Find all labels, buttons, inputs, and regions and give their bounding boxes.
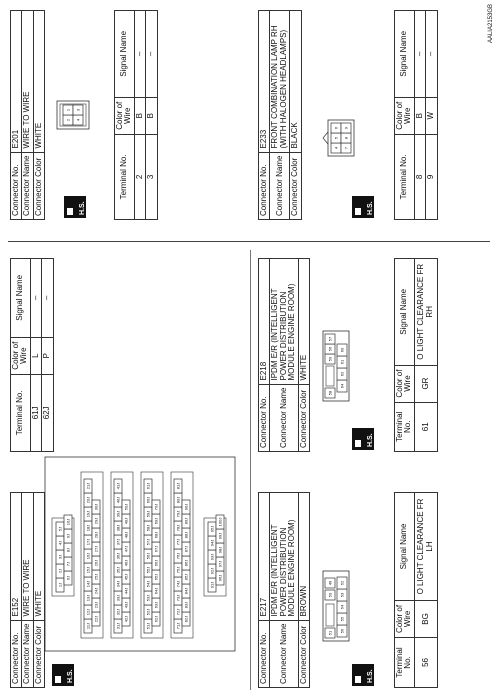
- connector-pin: [144, 605, 152, 619]
- svg-text:39J: 39J: [115, 510, 121, 518]
- connector-pin: [152, 556, 160, 570]
- svg-text:43J: 43J: [123, 601, 129, 609]
- svg-text:20J: 20J: [85, 496, 91, 504]
- svg-text:59: 59: [327, 356, 333, 362]
- svg-text:98J: 98J: [217, 546, 223, 554]
- svg-text:96J: 96J: [217, 574, 223, 582]
- svg-text:25J: 25J: [93, 573, 99, 581]
- connector-pin: [337, 368, 347, 380]
- connector-pin: [182, 598, 190, 612]
- connector-pin: [337, 613, 347, 625]
- connector-pin: [152, 570, 160, 584]
- svg-text:48J: 48J: [123, 531, 129, 539]
- svg-text:40J: 40J: [115, 496, 121, 504]
- connector-e152-pinout: [44, 456, 236, 652]
- connector-pin: [56, 522, 64, 536]
- connector-e201-header: Connector No. E201 Connector Name WIRE TO WIRE Connector Color WHITE: [10, 10, 45, 220]
- connector-pin: [182, 514, 190, 528]
- svg-text:19J: 19J: [85, 510, 91, 518]
- color-of-wire-header: Color of Wire: [11, 337, 31, 374]
- svg-text:42J: 42J: [123, 615, 129, 623]
- hs-icon: [352, 428, 374, 450]
- connector-e233-terminal-table: Terminal No. Color of Wire Signal Name 8 B – 9 W –: [394, 10, 438, 220]
- connector-pin: [114, 493, 122, 507]
- table-row: 8 B –: [414, 11, 425, 220]
- svg-text:26J: 26J: [93, 559, 99, 567]
- connector-pin: [174, 591, 182, 605]
- connector-pin: [331, 143, 341, 153]
- svg-text:2J: 2J: [57, 568, 63, 574]
- svg-text:H.S.: H.S.: [367, 201, 374, 215]
- svg-text:37J: 37J: [115, 538, 121, 546]
- connector-pin: [114, 619, 122, 633]
- connector-e217-header: Connector No. E217 Connector Name IPDM E/R (INTELLIGENT POWER DISTRIBUTION MODULE ENGINE ROOM) Connector Color BROWN: [258, 492, 310, 688]
- svg-text:86J: 86J: [183, 559, 189, 567]
- connector-pin: [325, 590, 335, 600]
- connector-pin: [92, 598, 100, 612]
- connector-pin: [92, 514, 100, 528]
- connector-outline: [45, 457, 235, 651]
- svg-text:72J: 72J: [175, 608, 181, 616]
- svg-text:H.S.: H.S.: [367, 669, 374, 683]
- svg-text:90J: 90J: [183, 503, 189, 511]
- connector-pin: [144, 549, 152, 563]
- connector-pin: [208, 550, 216, 564]
- svg-text:6J: 6J: [65, 575, 71, 581]
- svg-text:4: 4: [75, 118, 81, 122]
- connector-pin: [114, 591, 122, 605]
- row-divider-left: [250, 250, 251, 690]
- connector-pin: [216, 543, 224, 557]
- connector-pin: [182, 542, 190, 556]
- connector-pin: [56, 578, 64, 592]
- svg-text:60: 60: [339, 347, 345, 353]
- connector-pin: [325, 388, 335, 398]
- connector-pin: [337, 601, 347, 613]
- svg-text:54J: 54J: [145, 580, 151, 588]
- connector-pin: [325, 354, 335, 364]
- connector-pin: [325, 344, 335, 354]
- connector-pin: [174, 507, 182, 521]
- svg-text:2: 2: [65, 118, 71, 122]
- connector-e201-terminal-table: Terminal No. Color of Wire Signal Name 2 B – 3 B –: [114, 10, 158, 220]
- svg-text:21J: 21J: [85, 482, 91, 490]
- svg-text:51J: 51J: [145, 622, 151, 630]
- table-row: 61J L –: [30, 259, 41, 452]
- connector-pin: [144, 521, 152, 535]
- connector-pin: [73, 105, 83, 115]
- svg-text:94J: 94J: [209, 539, 215, 547]
- connector-pin: [56, 550, 64, 564]
- connector-pin: [216, 571, 224, 585]
- terminal-no-header: Terminal No.: [11, 374, 31, 451]
- svg-text:67J: 67J: [153, 545, 159, 553]
- svg-text:9: 9: [343, 126, 349, 130]
- connector-pin: [84, 577, 92, 591]
- svg-text:27J: 27J: [93, 545, 99, 553]
- svg-text:7: 7: [343, 146, 349, 150]
- svg-text:18J: 18J: [85, 524, 91, 532]
- svg-text:15J: 15J: [85, 566, 91, 574]
- connector-no-value: E152: [11, 493, 22, 621]
- connector-pin: [144, 563, 152, 577]
- connector-pin: [64, 529, 72, 543]
- connector-e201-pinout: [56, 100, 90, 130]
- connector-name-value: WIRE TO WIRE: [22, 493, 33, 621]
- svg-text:46J: 46J: [123, 559, 129, 567]
- svg-text:50: 50: [327, 592, 333, 598]
- svg-text:77J: 77J: [175, 538, 181, 546]
- connector-pin: [122, 542, 130, 556]
- table-row: 61 GR O LIGHT CLEARANCE FR RH: [414, 259, 437, 452]
- svg-text:6: 6: [333, 126, 339, 130]
- svg-text:55J: 55J: [145, 566, 151, 574]
- connector-pin: [325, 334, 335, 344]
- svg-text:38J: 38J: [115, 524, 121, 532]
- connector-pin: [63, 115, 73, 125]
- svg-text:64J: 64J: [153, 587, 159, 595]
- connector-pin: [216, 529, 224, 543]
- svg-text:H.S.: H.S.: [367, 433, 374, 447]
- connector-pin: [152, 612, 160, 626]
- connector-pin: [56, 564, 64, 578]
- connector-pin: [84, 521, 92, 535]
- connector-pin: [182, 570, 190, 584]
- connector-pin: [144, 577, 152, 591]
- svg-text:47J: 47J: [123, 545, 129, 553]
- svg-text:41J: 41J: [115, 482, 121, 490]
- connector-pin: [122, 500, 130, 514]
- svg-text:92J: 92J: [209, 567, 215, 575]
- connector-pin: [174, 577, 182, 591]
- connector-pin: [92, 542, 100, 556]
- svg-text:33J: 33J: [115, 594, 121, 602]
- connector-e152-header: [10, 492, 45, 688]
- svg-text:58J: 58J: [145, 524, 151, 532]
- svg-text:93J: 93J: [209, 553, 215, 561]
- svg-text:28J: 28J: [93, 531, 99, 539]
- connector-pin: [122, 612, 130, 626]
- svg-text:H.S.: H.S.: [67, 669, 74, 683]
- connector-pin: [337, 380, 347, 392]
- connector-pin: [208, 522, 216, 536]
- connector-pin: [337, 577, 347, 589]
- connector-pin: [64, 515, 72, 529]
- connector-pin: [174, 521, 182, 535]
- svg-text:79J: 79J: [175, 510, 181, 518]
- connector-pin: [114, 549, 122, 563]
- svg-text:75J: 75J: [175, 566, 181, 574]
- connector-pin: [152, 514, 160, 528]
- connector-pin: [182, 528, 190, 542]
- svg-text:51: 51: [327, 630, 333, 636]
- svg-text:12J: 12J: [85, 608, 91, 616]
- svg-text:1J: 1J: [57, 582, 63, 588]
- connector-pin: [114, 521, 122, 535]
- connector-pin: [174, 605, 182, 619]
- connector-pin: [325, 628, 335, 638]
- svg-text:5: 5: [333, 136, 339, 140]
- svg-text:16J: 16J: [85, 552, 91, 560]
- connector-pin: [114, 563, 122, 577]
- svg-text:5J: 5J: [57, 526, 63, 532]
- svg-text:55: 55: [339, 616, 345, 622]
- table-row: 2 B –: [134, 11, 145, 220]
- connector-pin: [122, 570, 130, 584]
- svg-text:56: 56: [339, 628, 345, 634]
- svg-text:81J: 81J: [175, 482, 181, 490]
- svg-text:71J: 71J: [175, 622, 181, 630]
- svg-text:7J: 7J: [65, 561, 71, 567]
- connector-e152-terminal-table: [10, 258, 54, 452]
- svg-text:82J: 82J: [183, 615, 189, 623]
- connector-pin: [341, 143, 351, 153]
- svg-text:68J: 68J: [153, 531, 159, 539]
- svg-text:66J: 66J: [153, 559, 159, 567]
- svg-text:H.S.: H.S.: [79, 201, 86, 215]
- svg-text:49: 49: [327, 580, 333, 586]
- svg-text:56: 56: [327, 346, 333, 352]
- connector-pin: [208, 564, 216, 578]
- connector-pin: [341, 133, 351, 143]
- connector-pin: [208, 536, 216, 550]
- svg-text:24J: 24J: [93, 587, 99, 595]
- connector-pin: [174, 619, 182, 633]
- connector-e217-pinout: [322, 570, 350, 642]
- connector-e218-terminal-table: Terminal No. Color of Wire Signal Name 61 GR O LIGHT CLEARANCE FR RH: [394, 258, 438, 452]
- connector-pin: [64, 571, 72, 585]
- connector-pin: [122, 584, 130, 598]
- connector-pin: [174, 535, 182, 549]
- svg-text:11J: 11J: [85, 622, 91, 630]
- connector-pin: [144, 619, 152, 633]
- connector-pin: [174, 563, 182, 577]
- svg-text:64: 64: [339, 383, 345, 389]
- svg-text:97J: 97J: [217, 560, 223, 568]
- svg-text:4: 4: [333, 146, 339, 150]
- svg-text:99J: 99J: [217, 532, 223, 540]
- connector-pin: [122, 598, 130, 612]
- svg-text:29J: 29J: [93, 517, 99, 525]
- svg-text:57: 57: [327, 336, 333, 342]
- table-row: 3 B –: [146, 11, 157, 220]
- svg-text:63J: 63J: [153, 601, 159, 609]
- connector-pin: [92, 528, 100, 542]
- connector-pin: [216, 557, 224, 571]
- svg-text:74J: 74J: [175, 580, 181, 588]
- svg-text:62: 62: [339, 371, 345, 377]
- connector-pin: [84, 535, 92, 549]
- connector-pin: [152, 528, 160, 542]
- connector-pin: [325, 578, 335, 588]
- connector-pin: [122, 514, 130, 528]
- svg-text:45J: 45J: [123, 573, 129, 581]
- svg-text:65J: 65J: [153, 573, 159, 581]
- connector-pin: [152, 584, 160, 598]
- connector-pin: [92, 612, 100, 626]
- svg-text:57J: 57J: [145, 538, 151, 546]
- svg-text:91J: 91J: [209, 581, 215, 589]
- svg-text:53J: 53J: [145, 594, 151, 602]
- connector-pin: [92, 556, 100, 570]
- connector-pin: [92, 584, 100, 598]
- connector-pin: [63, 105, 73, 115]
- connector-pin: [337, 356, 347, 368]
- svg-text:22J: 22J: [93, 615, 99, 623]
- svg-text:61: 61: [339, 359, 345, 365]
- svg-text:53: 53: [339, 592, 345, 598]
- svg-text:61J: 61J: [145, 482, 151, 490]
- connector-color-value: WHITE: [33, 493, 44, 621]
- svg-text:31J: 31J: [115, 622, 121, 630]
- svg-text:10J: 10J: [65, 518, 71, 526]
- column-divider: [8, 241, 490, 242]
- connector-e218-header: Connector No. E218 Connector Name IPDM E/R (INTELLIGENT POWER DISTRIBUTION MODULE ENGINE ROOM) Connector Color WHITE: [258, 258, 310, 452]
- svg-text:95J: 95J: [209, 525, 215, 533]
- svg-text:44J: 44J: [123, 587, 129, 595]
- connector-e233-pinout: [322, 118, 356, 158]
- connector-pin: [182, 500, 190, 514]
- connector-pin: [216, 515, 224, 529]
- connector-pin: [341, 123, 351, 133]
- svg-text:100J: 100J: [217, 517, 223, 527]
- svg-text:30J: 30J: [93, 503, 99, 511]
- table-row: 9 W –: [426, 11, 437, 220]
- svg-text:88J: 88J: [183, 531, 189, 539]
- connector-e217-terminal-table: Terminal No. Color of Wire Signal Name 56 BG O LIGHT CLEARANCE FR LH: [394, 492, 438, 688]
- connector-pin: [144, 591, 152, 605]
- connector-pin: [174, 549, 182, 563]
- svg-text:59J: 59J: [145, 510, 151, 518]
- connector-pin: [144, 507, 152, 521]
- svg-text:8J: 8J: [65, 547, 71, 553]
- signal-name-header: Signal Name: [11, 259, 31, 338]
- connector-pin: [122, 556, 130, 570]
- svg-text:58: 58: [327, 390, 333, 396]
- connector-pin: [182, 584, 190, 598]
- svg-text:83J: 83J: [183, 601, 189, 609]
- connector-pin: [331, 133, 341, 143]
- connector-pin: [152, 598, 160, 612]
- table-row: 62J P –: [42, 259, 53, 452]
- svg-text:80J: 80J: [175, 496, 181, 504]
- svg-text:23J: 23J: [93, 601, 99, 609]
- connector-pin: [92, 570, 100, 584]
- connector-pin: [84, 479, 92, 493]
- connector-e218-pinout: [322, 330, 350, 402]
- hs-icon: [352, 196, 374, 218]
- svg-text:56J: 56J: [145, 552, 151, 560]
- connector-pin: [114, 479, 122, 493]
- svg-text:52J: 52J: [145, 608, 151, 616]
- svg-text:87J: 87J: [183, 545, 189, 553]
- connector-pin: [64, 557, 72, 571]
- svg-text:70J: 70J: [153, 503, 159, 511]
- svg-text:14J: 14J: [85, 580, 91, 588]
- svg-text:4J: 4J: [57, 540, 63, 546]
- connector-color-label: Connector Color: [33, 620, 44, 687]
- connector-pin: [174, 493, 182, 507]
- connector-pin: [114, 507, 122, 521]
- connector-pin: [84, 619, 92, 633]
- svg-text:8: 8: [343, 136, 349, 140]
- connector-name-label: Connector Name: [22, 620, 33, 687]
- svg-text:50J: 50J: [123, 503, 129, 511]
- connector-pin: [337, 589, 347, 601]
- connector-pin: [152, 542, 160, 556]
- svg-text:1: 1: [65, 108, 71, 112]
- connector-pin: [144, 479, 152, 493]
- svg-text:52: 52: [339, 580, 345, 586]
- svg-text:17J: 17J: [85, 538, 91, 546]
- connector-pin: [84, 605, 92, 619]
- svg-text:49J: 49J: [123, 517, 129, 525]
- connector-pin: [182, 556, 190, 570]
- svg-text:3: 3: [75, 108, 81, 112]
- svg-text:54: 54: [339, 604, 345, 610]
- connector-no-label: Connector No.: [11, 620, 22, 687]
- connector-pin: [144, 535, 152, 549]
- svg-text:85J: 85J: [183, 573, 189, 581]
- connector-pin: [208, 578, 216, 592]
- connector-e233-header: Connector No. E233 Connector Name FRONT COMBINATION LAMP RH (WITH HALOGEN HEADLAMPS) Connector Color BLACK: [258, 10, 302, 220]
- svg-text:9J: 9J: [65, 533, 71, 539]
- svg-text:13J: 13J: [85, 594, 91, 602]
- svg-text:3J: 3J: [57, 554, 63, 560]
- svg-text:78J: 78J: [175, 524, 181, 532]
- figure-code: AALIA2153GB: [488, 4, 494, 44]
- connector-pin: [84, 549, 92, 563]
- svg-text:62J: 62J: [153, 615, 159, 623]
- hs-icon: [52, 664, 74, 686]
- connector-pin: [114, 535, 122, 549]
- connector-pin: [152, 500, 160, 514]
- table-row: 56 BG O LIGHT CLEARANCE FR LH: [414, 493, 437, 688]
- connector-pin: [84, 493, 92, 507]
- connector-pin: [114, 605, 122, 619]
- connector-pin: [114, 577, 122, 591]
- connector-pin: [73, 115, 83, 125]
- svg-text:36J: 36J: [115, 552, 121, 560]
- svg-text:34J: 34J: [115, 580, 121, 588]
- svg-text:76J: 76J: [175, 552, 181, 560]
- svg-text:69J: 69J: [153, 517, 159, 525]
- connector-pin: [122, 528, 130, 542]
- connector-pin: [84, 507, 92, 521]
- connector-pin: [331, 123, 341, 133]
- connector-pin: [84, 591, 92, 605]
- svg-text:60J: 60J: [145, 496, 151, 504]
- hs-icon: [64, 196, 86, 218]
- connector-pin: [337, 344, 347, 356]
- connector-pin: [144, 493, 152, 507]
- connector-pin: [92, 500, 100, 514]
- connector-pin: [337, 625, 347, 637]
- connector-pin: [56, 536, 64, 550]
- connector-pin: [64, 543, 72, 557]
- hs-icon: [352, 664, 374, 686]
- connector-pin: [174, 479, 182, 493]
- svg-text:32J: 32J: [115, 608, 121, 616]
- svg-text:89J: 89J: [183, 517, 189, 525]
- connector-pin: [182, 612, 190, 626]
- svg-text:84J: 84J: [183, 587, 189, 595]
- connector-pin: [84, 563, 92, 577]
- svg-text:73J: 73J: [175, 594, 181, 602]
- svg-text:35J: 35J: [115, 566, 121, 574]
